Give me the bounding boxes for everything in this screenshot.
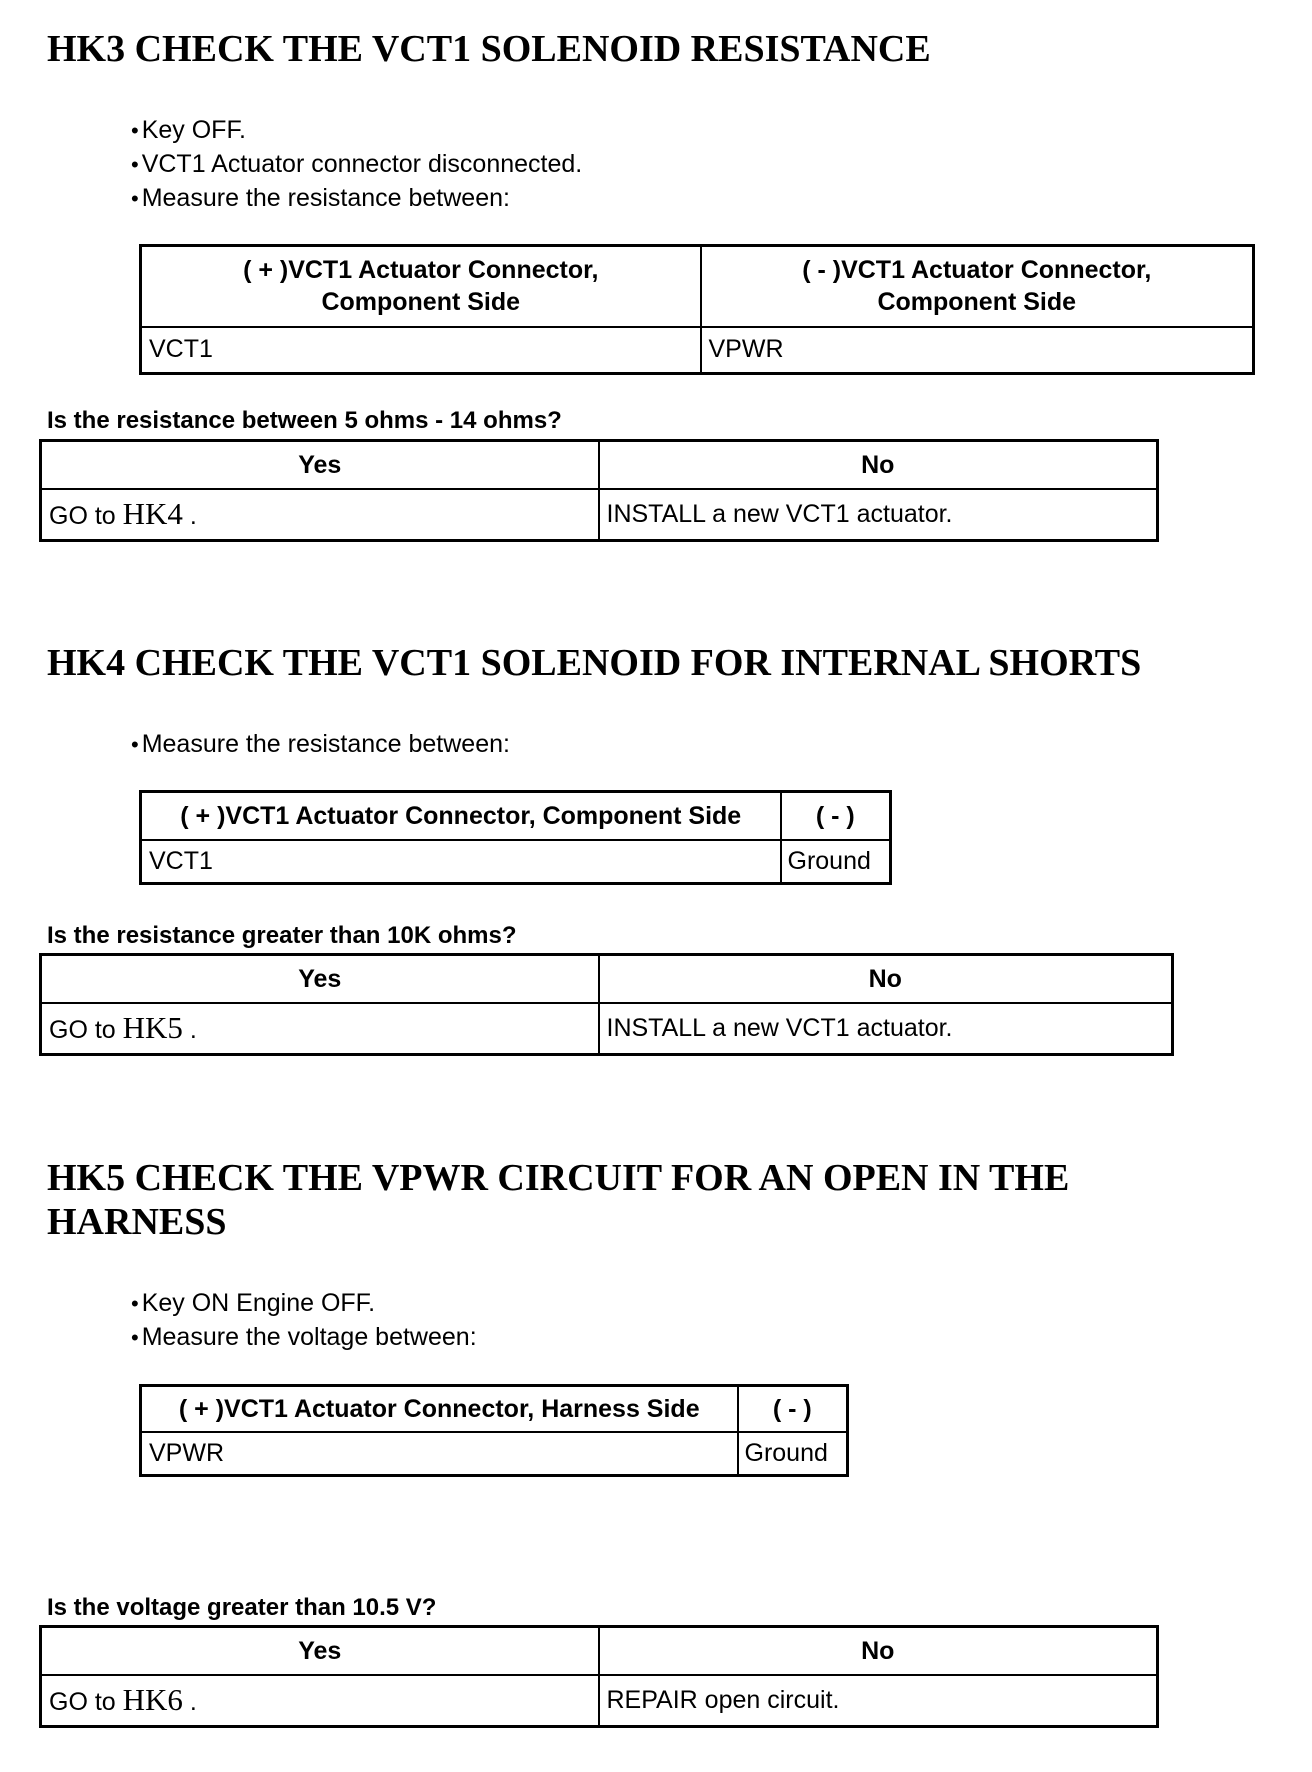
step-item: • VCT1 Actuator connector disconnected. — [131, 147, 582, 181]
table-header-row — [41, 955, 1173, 1003]
step-link-hk5[interactable]: HK5 — [122, 1010, 183, 1046]
step-link-hk6[interactable]: HK6 — [122, 1682, 183, 1718]
step-item: • Key OFF. — [131, 113, 582, 147]
table-header-row — [41, 1627, 1158, 1675]
table-header-row — [141, 792, 891, 840]
decision-table — [39, 953, 1174, 1056]
table-row — [41, 1003, 1173, 1055]
decision-question: Is the resistance between 5 ohms - 14 ohms? — [47, 407, 562, 434]
no-header: No — [599, 1627, 1158, 1675]
yes-action-prefix: GO to — [49, 1688, 123, 1717]
step-item: • Measure the voltage between: — [131, 1320, 477, 1354]
negative-pin: Ground — [781, 840, 891, 884]
section-title: HK3 CHECK THE VCT1 SOLENOID RESISTANCE — [47, 28, 931, 70]
yes-header: Yes — [41, 955, 599, 1003]
positive-pin: VCT1 — [141, 840, 781, 884]
no-header: No — [599, 955, 1173, 1003]
negative-lead-header: ( - )VCT1 Actuator Connector, Component Side — [701, 246, 1254, 327]
decision-question: Is the resistance greater than 10K ohms? — [47, 922, 517, 949]
yes-action-prefix: GO to — [49, 502, 123, 531]
yes-action-suffix: . — [182, 1016, 197, 1045]
yes-action-suffix: . — [182, 502, 197, 531]
table-header-row — [41, 441, 1158, 489]
table-row — [141, 1432, 848, 1476]
table-row — [41, 1675, 1158, 1727]
yes-action — [41, 1003, 599, 1055]
section-title — [47, 1156, 1069, 1244]
positive-pin: VPWR — [141, 1432, 738, 1476]
yes-action-suffix: . — [182, 1688, 197, 1717]
decision-question: Is the voltage greater than 10.5 V? — [47, 1594, 437, 1621]
negative-lead-header: ( - ) — [738, 1386, 848, 1432]
positive-lead-header: ( + )VCT1 Actuator Connector, Component Side — [141, 792, 781, 840]
measurement-table — [139, 244, 1255, 375]
measurement-table — [139, 790, 892, 885]
step-list — [131, 113, 582, 215]
negative-pin: VPWR — [701, 327, 1254, 374]
positive-lead-header: ( + )VCT1 Actuator Connector, Harness Side — [141, 1386, 738, 1432]
step-item: • Key ON Engine OFF. — [131, 1286, 477, 1320]
section-title-line-2: HARNESS — [47, 1201, 227, 1243]
table-row — [41, 489, 1158, 541]
step-link-hk4[interactable]: HK4 — [122, 496, 183, 532]
yes-action — [41, 1675, 599, 1727]
no-action: INSTALL a new VCT1 actuator. — [599, 489, 1158, 541]
table-row — [141, 840, 891, 884]
decision-table — [39, 439, 1159, 542]
step-list — [131, 727, 510, 761]
section-title-line-1: HK5 CHECK THE VPWR CIRCUIT FOR AN OPEN IN THE — [47, 1157, 1070, 1199]
positive-lead-header: ( + )VCT1 Actuator Connector, Component Side — [141, 246, 701, 327]
no-header: No — [599, 441, 1158, 489]
yes-action-prefix: GO to — [49, 1016, 123, 1045]
yes-action — [41, 489, 599, 541]
negative-lead-header: ( - ) — [781, 792, 891, 840]
step-item: • Measure the resistance between: — [131, 181, 582, 215]
table-header-row — [141, 246, 1254, 327]
decision-table — [39, 1625, 1159, 1728]
step-item: • Measure the resistance between: — [131, 727, 510, 761]
measurement-table — [139, 1384, 849, 1477]
step-list — [131, 1286, 477, 1354]
section-title: HK4 CHECK THE VCT1 SOLENOID FOR INTERNAL SHORTS — [47, 642, 1142, 684]
table-header-row — [141, 1386, 848, 1432]
positive-pin: VCT1 — [141, 327, 701, 374]
negative-pin: Ground — [738, 1432, 848, 1476]
table-row — [141, 327, 1254, 374]
no-action: REPAIR open circuit. — [599, 1675, 1158, 1727]
no-action: INSTALL a new VCT1 actuator. — [599, 1003, 1173, 1055]
yes-header: Yes — [41, 1627, 599, 1675]
yes-header: Yes — [41, 441, 599, 489]
